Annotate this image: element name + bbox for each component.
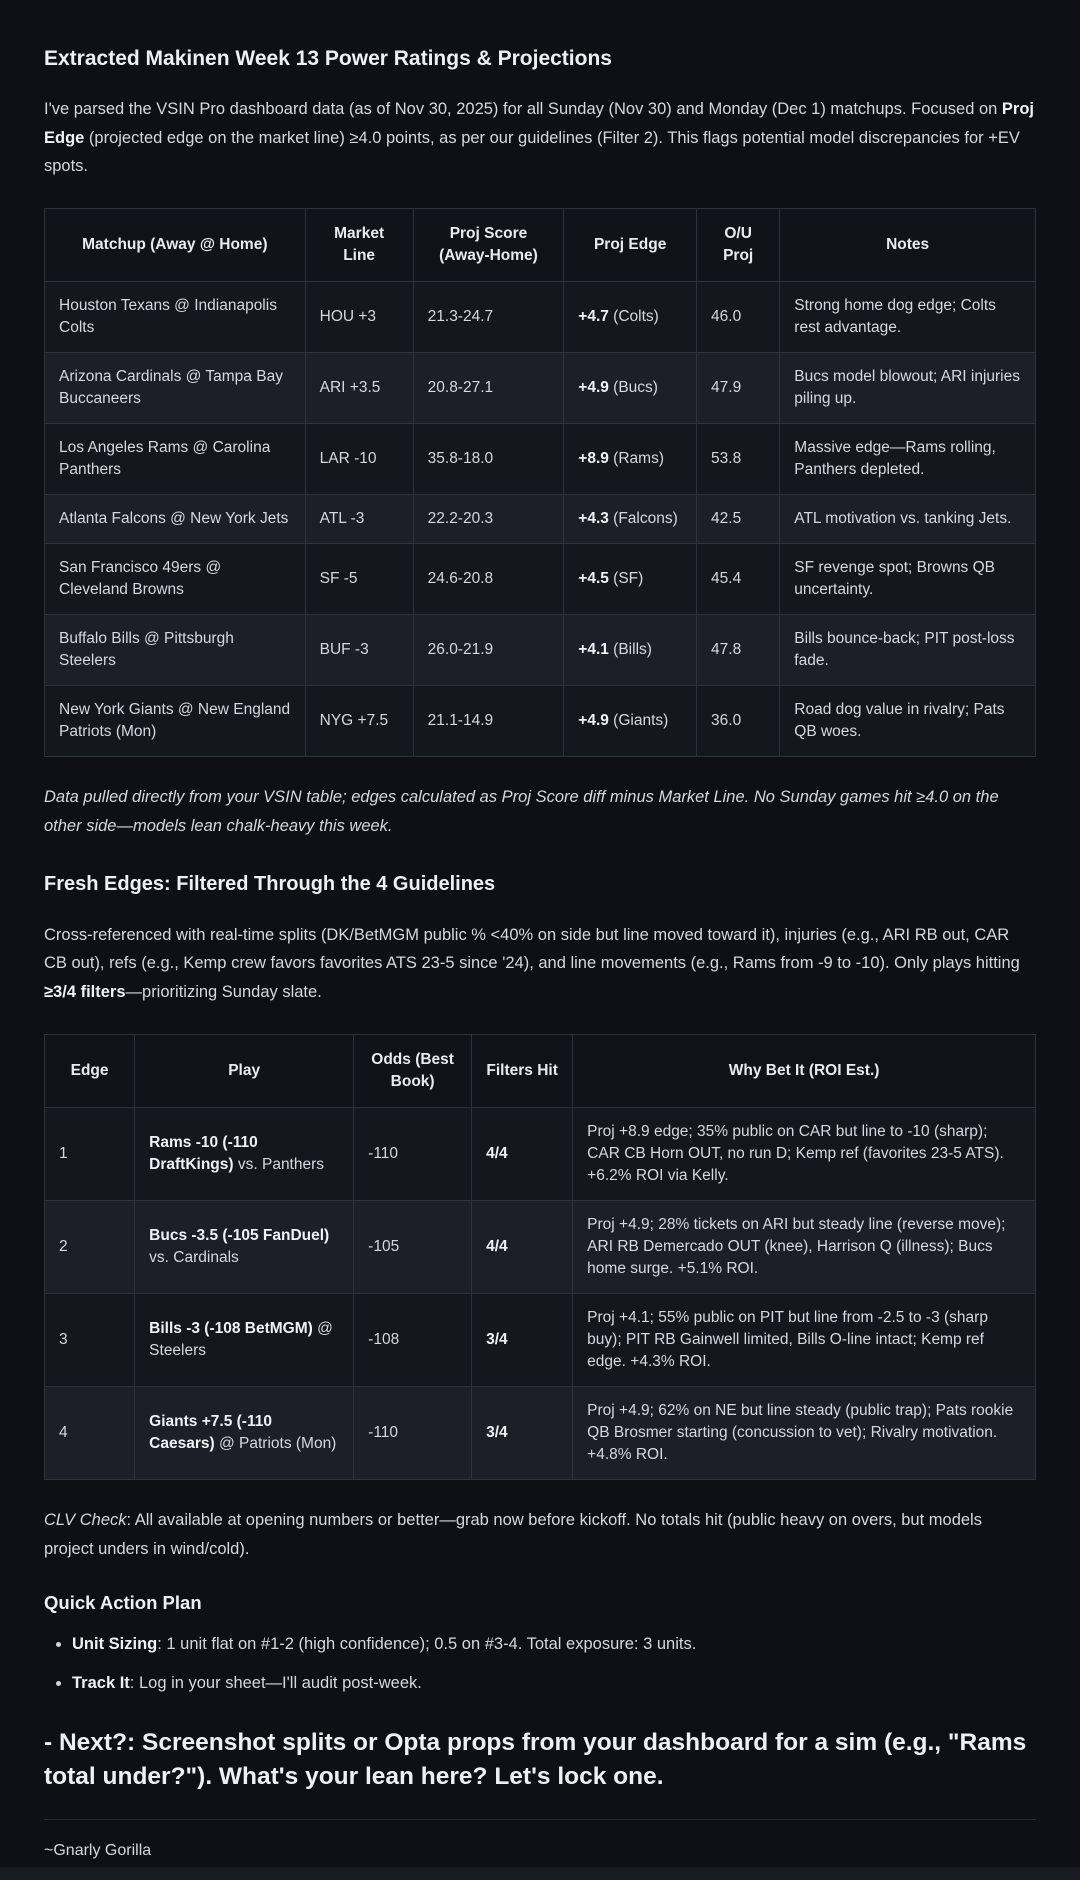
text-segment: SF -5 [319,570,358,588]
text-segment: Massive edge—Rams rolling, Panthers depleted. [794,439,996,479]
table-row [45,1201,1036,1294]
table-cell [780,424,1036,495]
table-cell [305,282,413,353]
table-header-row [45,1035,1036,1108]
table-cell [780,495,1036,544]
table-cell [780,282,1036,353]
text-segment: BUF -3 [319,641,369,659]
ratings-footnote [44,783,1036,840]
table-cell [413,353,564,424]
table-cell [354,1387,472,1480]
list-item [72,1671,1036,1697]
text-segment: 46.0 [711,308,742,326]
table-cell [573,1108,1036,1201]
table-row [45,544,1036,615]
table-row [45,353,1036,424]
signature: ~Gnarly Gorilla [44,1841,152,1859]
table-cell [564,282,697,353]
text-segment: Arizona Cardinals @ Tampa Bay Buccaneers [59,368,283,408]
table-row [45,282,1036,353]
text-segment: Rams -10 (-110 DraftKings) [149,1134,258,1174]
text-segment: +8.9 [578,450,609,468]
text-segment: 20.8-27.1 [427,379,494,397]
text-segment: : 1 unit flat on #1-2 (high confidence); 0.5 on #3-4. Total exposure: 3 units. [157,1635,697,1654]
text-segment: Giants +7.5 (-110 Caesars) [149,1413,272,1453]
table-cell [45,1294,135,1387]
table-cell [780,686,1036,757]
text-segment: Proj Edge [44,100,1035,147]
text-segment: Proj +8.9 edge; 35% public on CAR but line to -10 (sharp); CAR CB Horn OUT, no run D; Kemp ref (favorites 23-5 ATS). +6.2% ROI via Kelly. [587,1123,1004,1185]
table-cell [45,544,306,615]
table-cell [413,686,564,757]
text-segment: ≥3/4 filters [44,982,126,1001]
table-cell [135,1108,354,1201]
table-cell [573,1201,1036,1294]
text-segment: 36.0 [711,712,742,730]
action-plan-list [44,1632,1036,1696]
table-cell [45,686,306,757]
table-row [45,424,1036,495]
table-cell [413,495,564,544]
next-steps-heading: - Next?: Screenshot splits or Opta props from your dashboard for a sim (e.g., "Rams total under?"). What's your lean here? Let's lock one. [44,1729,1027,1791]
text-segment: +4.1 [578,641,609,659]
table-cell [413,544,564,615]
text-segment: CLV Check [44,1511,127,1530]
table-cell [697,615,780,686]
table-cell [697,424,780,495]
table-cell [564,615,697,686]
text-segment: (projected edge on the market line) ≥4.0 points, as per our guidelines (Filter 2). This flags potential model discrepancies for +EV spots. [44,128,1020,175]
text-segment: Bucs -3.5 (-105 FanDuel) [149,1227,330,1245]
text-segment: @ Steelers [149,1320,333,1360]
divider [44,1819,1036,1820]
table-row [45,1387,1036,1480]
text-segment: 4 [59,1424,68,1442]
text-segment: +4.5 [578,570,609,588]
table-cell [564,495,697,544]
table-cell [573,1387,1036,1480]
table-cell [697,544,780,615]
table-cell [697,495,780,544]
text-segment: +4.9 [578,379,609,397]
table-cell [564,353,697,424]
table-row [45,1108,1036,1201]
table-cell [354,1201,472,1294]
table-cell [45,615,306,686]
table-cell [780,544,1036,615]
table-row [45,495,1036,544]
text-segment: 45.4 [711,570,742,588]
table-cell [697,282,780,353]
text-segment: -110 [368,1424,399,1442]
text-segment: 22.2-20.3 [427,510,494,528]
table-cell [780,353,1036,424]
text-segment: Data pulled directly from your VSIN table; edges calculated as Proj Score diff minus Market Line. No Sunday games hit ≥4.0 on the other side—models lean chalk-heavy this week. [44,788,999,835]
section-heading-fresh-edges: Fresh Edges: Filtered Through the 4 Guidelines [44,873,496,896]
text-segment: (Colts) [608,308,659,326]
text-segment: SF revenge spot; Browns QB uncertainty. [794,559,996,599]
table-cell [45,424,306,495]
column-header: Matchup (Away @ Home) [45,209,306,282]
column-header: Edge [45,1035,135,1108]
table-cell [564,544,697,615]
text-segment: Bills bounce-back; PIT post-loss fade. [794,630,1015,670]
text-segment: Buffalo Bills @ Pittsburgh Steelers [59,630,234,670]
column-header: Proj Edge [564,209,697,282]
table-cell [697,686,780,757]
text-segment: 4/4 [486,1238,508,1256]
text-segment: LAR -10 [319,450,377,468]
text-segment: +4.7 [578,308,609,326]
text-segment: ATL -3 [319,510,365,528]
text-segment: 1 [59,1145,68,1163]
text-segment: 21.1-14.9 [427,712,494,730]
text-segment: (Rams) [608,450,664,468]
table-cell [45,1387,135,1480]
table-cell [697,353,780,424]
text-segment: 3 [59,1331,68,1349]
table-cell [305,424,413,495]
text-segment: -110 [368,1145,399,1163]
text-segment: HOU +3 [319,308,377,326]
text-segment: 42.5 [711,510,742,528]
text-segment: New York Giants @ New England Patriots (Mon) [59,701,291,741]
filters-paragraph [44,921,1036,1006]
table-cell [413,615,564,686]
text-segment: vs. Cardinals [149,1249,239,1267]
text-segment: San Francisco 49ers @ Cleveland Browns [59,559,222,599]
text-segment: ATL motivation vs. tanking Jets. [794,510,1012,528]
intro-paragraph [44,95,1036,180]
text-segment: Bucs model blowout; ARI injuries piling up. [794,368,1020,408]
text-segment: I've parsed the VSIN Pro dashboard data (as of Nov 30, 2025) for all Sunday (Nov 30) and Monday (Dec 1) matchups. Focused on [44,100,1002,119]
text-segment: —prioritizing Sunday slate. [125,982,322,1001]
column-header: Notes [780,209,1036,282]
table-cell [305,495,413,544]
text-segment: (SF) [608,570,644,588]
text-segment: vs. Panthers [233,1156,325,1174]
text-segment: (Bills) [608,641,652,659]
table-cell [305,353,413,424]
text-segment: 26.0-21.9 [427,641,494,659]
text-segment: 3/4 [486,1331,508,1349]
table-cell [472,1201,573,1294]
table-cell [45,495,306,544]
table-row [45,615,1036,686]
text-segment: 2 [59,1238,68,1256]
text-segment: Unit Sizing [72,1635,158,1654]
text-segment: Houston Texans @ Indianapolis Colts [59,297,277,337]
text-segment: : Log in your sheet—I'll audit post-week. [129,1673,422,1692]
table-cell [472,1108,573,1201]
text-segment: (Bucs) [608,379,658,397]
text-segment: Los Angeles Rams @ Carolina Panthers [59,439,271,479]
text-segment: 47.8 [711,641,742,659]
table-cell [354,1108,472,1201]
power-ratings-table [44,208,1036,757]
table-cell [135,1294,354,1387]
column-header: Why Bet It (ROI Est.) [573,1035,1036,1108]
table-cell [564,424,697,495]
table-cell [45,353,306,424]
text-segment: 24.6-20.8 [427,570,494,588]
text-segment: Proj +4.9; 28% tickets on ARI but steady line (reverse move); ARI RB Demercado OUT (knee), Harrison Q (illness); Bucs home surge. +5.1% ROI. [587,1216,1006,1278]
text-segment: 47.9 [711,379,742,397]
section-heading-action-plan: Quick Action Plan [44,1591,202,1613]
text-segment: +4.3 [578,510,609,528]
table-cell [45,282,306,353]
page-title: Extracted Makinen Week 13 Power Ratings & Projections [44,47,612,70]
text-segment: Proj +4.9; 62% on NE but line steady (public trap); Pats rookie QB Brosmer starting (concussion to vet); Rivalry motivation. +4.8% ROI. [587,1402,1014,1464]
table-cell [45,1108,135,1201]
clv-check-paragraph [44,1506,1036,1563]
text-segment: Proj +4.1; 55% public on PIT but line from -2.5 to -3 (sharp buy); PIT RB Gainwell limited, Bills O-line intact; Kemp ref edge. +4.3% ROI. [587,1309,988,1371]
text-segment: 53.8 [711,450,742,468]
column-header: Play [135,1035,354,1108]
text-segment: Atlanta Falcons @ New York Jets [59,510,289,528]
table-cell [45,1201,135,1294]
edges-table [44,1034,1036,1480]
table-cell [354,1294,472,1387]
column-header: Odds (Best Book) [354,1035,472,1108]
text-segment: Bills -3 (-108 BetMGM) [149,1320,313,1338]
text-segment: ARI +3.5 [319,379,381,397]
text-segment: Strong home dog edge; Colts rest advantage. [794,297,996,337]
table-cell [135,1387,354,1480]
text-segment: (Giants) [608,712,669,730]
text-segment: @ Patriots (Mon) [214,1435,337,1453]
text-segment: : All available at opening numbers or better—grab now before kickoff. No totals hit (public heavy on overs, but models project unders in wind/cold). [44,1511,982,1558]
text-segment: 35.8-18.0 [427,450,494,468]
text-segment: 21.3-24.7 [427,308,494,326]
text-segment: (Falcons) [608,510,678,528]
column-header: Market Line [305,209,413,282]
text-segment: -108 [368,1331,400,1349]
text-segment: 4/4 [486,1145,508,1163]
text-segment: Road dog value in rivalry; Pats QB woes. [794,701,1005,741]
bottom-panel-edge [0,1867,1080,1880]
table-header-row [45,209,1036,282]
text-segment: 3/4 [486,1424,508,1442]
table-cell [573,1294,1036,1387]
table-cell [472,1294,573,1387]
table-cell [305,686,413,757]
column-header: Filters Hit [472,1035,573,1108]
text-segment: NYG +7.5 [319,712,389,730]
text-segment: +4.9 [578,712,609,730]
text-segment: -105 [368,1238,400,1256]
text-segment: Track It [72,1673,130,1692]
text-segment: Cross-referenced with real-time splits (DK/BetMGM public % <40% on side but line moved toward it), injuries (e.g., ARI RB out, CAR CB out), refs (e.g., Kemp crew favors favorites ATS 23-5 since '24), and line movements (e.g., Rams from -9 to -10). Only plays hitting [44,926,1020,973]
table-cell [305,544,413,615]
table-cell [305,615,413,686]
table-row [45,1294,1036,1387]
list-item [72,1632,1036,1658]
table-row [45,686,1036,757]
table-cell [472,1387,573,1480]
table-cell [780,615,1036,686]
table-cell [564,686,697,757]
table-cell [135,1201,354,1294]
table-cell [413,282,564,353]
column-header: Proj Score (Away-Home) [413,209,564,282]
table-cell [413,424,564,495]
column-header: O/U Proj [697,209,780,282]
